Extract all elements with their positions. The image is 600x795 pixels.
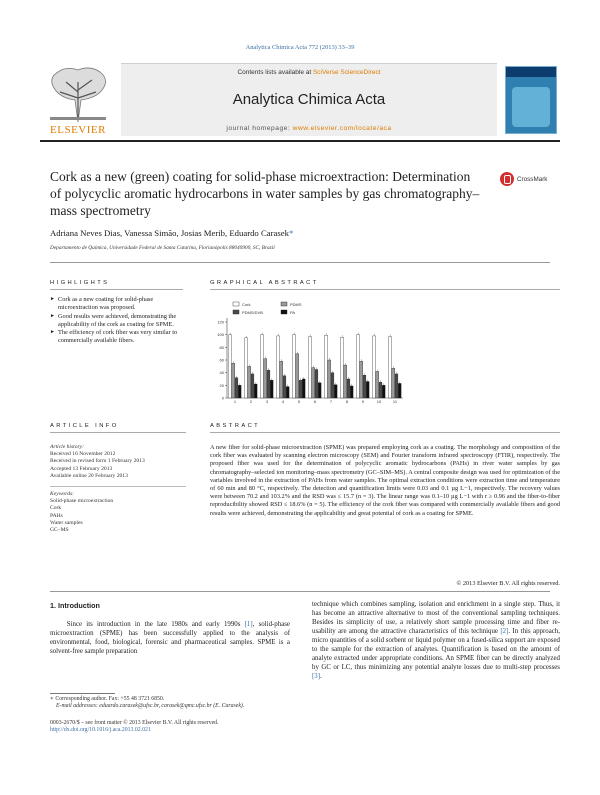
affiliation-divider — [50, 262, 550, 263]
y-tick-label: 60 — [219, 357, 224, 363]
authors-text: Adriana Neves Dias, Vanessa Simão, Josias Merib, Eduardo Carasek — [50, 228, 289, 238]
footnote-rule — [50, 693, 115, 694]
history-entry: Received in revised form 1 February 2013 — [50, 458, 145, 465]
bar-pa — [286, 387, 289, 398]
bar-pdms-dvb — [331, 373, 334, 398]
x-tick-label: 2 — [249, 399, 253, 404]
article-info-heading: ARTICLE INFO — [50, 423, 119, 429]
bar-pa — [350, 386, 353, 398]
citation-link[interactable]: [2] — [500, 628, 509, 635]
legend-swatch — [233, 302, 239, 306]
bar-pa — [270, 380, 273, 398]
bar-cork — [389, 337, 392, 398]
introduction-heading: 1. Introduction — [50, 601, 100, 610]
footnotes — [50, 696, 300, 710]
x-tick-label: 4 — [281, 399, 285, 404]
bar-pa — [302, 379, 305, 398]
bar-chart — [207, 296, 407, 404]
corresponding-author-mark[interactable]: * — [288, 228, 294, 238]
highlights-rule — [50, 289, 183, 290]
bar-cork — [293, 335, 296, 398]
keywords-label: Keywords: — [50, 491, 75, 498]
corresponding-author-note: ∗ Corresponding author. Fax: +55 48 3721 6850. — [50, 696, 165, 702]
contents-prefix: Contents lists available at — [237, 69, 313, 76]
keyword: PAHs — [50, 512, 63, 519]
issn-block — [50, 720, 350, 735]
x-tick-label: 9 — [361, 399, 365, 404]
x-tick-label: 6 — [313, 399, 317, 404]
bar-pa — [366, 382, 369, 398]
history-entry: Accepted 13 February 2013 — [50, 465, 113, 472]
legend-label: PDMS/DVB — [242, 310, 263, 315]
crossmark-label: CrossMark — [517, 175, 548, 183]
bar-cork — [373, 336, 376, 398]
bar-cork — [325, 335, 328, 398]
article-info-rule — [50, 432, 186, 433]
history-entry: Available online 20 February 2013 — [50, 472, 128, 479]
history-entry: Received 16 November 2012 — [50, 451, 116, 458]
cover-art — [512, 87, 550, 127]
highlights-heading: HIGHLIGHTS — [50, 280, 110, 286]
bar-pdms — [232, 363, 235, 398]
bar-pdms-dvb — [299, 380, 302, 398]
bar-pdms — [344, 365, 347, 398]
bar-pdms-dvb — [395, 374, 398, 398]
graphical-abstract-rule — [210, 289, 560, 290]
bar-pdms-dvb — [379, 382, 382, 398]
contents-line — [121, 69, 497, 76]
info-divider — [50, 486, 186, 487]
y-tick-label: 120 — [217, 319, 224, 325]
bar-cork — [277, 336, 280, 398]
bar-pdms-dvb — [363, 375, 366, 398]
doi-link[interactable]: http://dx.doi.org/10.1016/j.aca.2013.02.021 — [50, 727, 151, 734]
issn-line: 0003-2670/$ – see front matter © 2013 Elsevier B.V. All rights reserved. — [50, 720, 219, 726]
bar-pdms-dvb — [267, 370, 270, 398]
bar-pdms-dvb — [315, 370, 318, 399]
keyword: Cork — [50, 505, 62, 512]
legend-swatch — [281, 310, 287, 314]
homepage-prefix: journal homepage: — [226, 125, 293, 132]
y-tick-label: 80 — [219, 344, 224, 350]
x-tick-label: 11 — [392, 399, 398, 404]
journal-cover-thumbnail — [505, 66, 557, 134]
y-tick-label: 100 — [217, 332, 224, 338]
legend-swatch — [233, 310, 239, 314]
bar-pa — [382, 385, 385, 398]
x-tick-label: 7 — [329, 399, 333, 404]
highlight-item: ► Cork as a new coating for solid-phase microextraction was proposed. — [50, 296, 183, 312]
journal-title: Analytica Chimica Acta — [232, 91, 386, 108]
keyword: GC–MS — [50, 527, 69, 534]
bar-pdms — [248, 366, 251, 398]
article-info — [50, 444, 186, 534]
publisher-logo-text: ELSEVIER — [50, 124, 106, 136]
crossmark-icon — [500, 172, 514, 186]
bar-pdms — [264, 359, 267, 398]
abstract-text: A new fiber for solid-phase microextraction (SPME) was prepared employing cork as a coating. The morphology and composition of the cork fiber was evaluated by scanning electron microscopy (SEM) and Fourier transform infrared spectroscopy (FTIR), respectively. The proposed fiber was used for the determination of polycyclic aromatic hydrocarbons (PAHs) in river water samples by gas chromatography–selected ion monitoring–mass spectrometry (GC–SIM–MS). A central composite design was used for optimization of the variables involved in the extraction of PAHs from water samples. The optimal extraction conditions were extraction time and temperature of 60 min and 80 °C, respectively. The detection and quantification limits were 0.03 and 0.1 µg L−1, respectively. The recovery values were between 70.2 and 103.2% and the RSD was ≤ 15.7 (n = 3). The linear range was 0.1–10 µg L−1 with r ≥ 0.96 and the fiber-to-fiber reproducibility showed RSD ≤ 18.6% (n = 5). The efficiency of the cork fiber was compared with commercially available fibers and good results were achieved, demonstrating the applicability and great potential of cork as a coating for SPME. — [210, 444, 560, 517]
intro-text: . — [320, 673, 322, 680]
legend-label: PDMS — [290, 302, 302, 307]
graphical-abstract-chart — [207, 296, 407, 404]
x-tick-label: 1 — [233, 399, 237, 404]
keyword: Water samples — [50, 519, 83, 526]
intro-right-column — [312, 600, 560, 681]
running-head[interactable]: Analytica Chimica Acta 772 (2013) 33–39 — [245, 44, 355, 51]
bar-pdms — [360, 361, 363, 398]
crossmark-badge[interactable] — [500, 170, 560, 188]
sciencedirect-link[interactable]: SciVerse ScienceDirect — [312, 69, 381, 76]
bar-cork — [341, 337, 344, 398]
bar-cork — [261, 335, 264, 398]
bar-cork — [309, 337, 312, 398]
article-title: Cork as a new (green) coating for solid-phase microextraction: Determination of polycyclic aromatic hydrocarbons in water samples by gas chromatography–mass spectrometry — [50, 169, 480, 218]
intro-text: , solid-phase microextraction (SPME) has been successfully applied to the analysis of environmental, food, biological, forensic and pharmaceutical samples. SPME is a solvent-free sample preparation — [50, 621, 290, 655]
bar-pa — [334, 385, 337, 398]
highlight-item: ► Good results were achieved, demonstrating the applicability of the cork as coating for SPME. — [50, 313, 183, 329]
cover-band — [506, 67, 556, 77]
intro-left-column — [50, 620, 290, 656]
bar-pdms — [312, 368, 315, 398]
bar-cork — [229, 335, 232, 398]
bar-pdms-dvb — [283, 376, 286, 398]
legend-swatch — [281, 302, 287, 306]
bar-pa — [238, 385, 241, 398]
y-tick-label: 40 — [219, 370, 224, 376]
x-tick-label: 10 — [376, 399, 382, 404]
bar-pdms-dvb — [251, 374, 254, 398]
highlights-list — [50, 296, 183, 346]
history-label: Article history: — [50, 444, 85, 450]
abstract-heading: ABSTRACT — [210, 423, 261, 429]
bar-pdms-dvb — [347, 379, 350, 398]
bar-pdms-dvb — [235, 378, 238, 398]
journal-homepage — [121, 125, 497, 132]
bar-pdms — [296, 354, 299, 398]
keyword: Solid-phase microextraction — [50, 498, 114, 505]
bar-cork — [357, 335, 360, 398]
intro-text: technique which combines sampling, isolation and enrichment in a single step. Thus, it has become an attractive alternative to most of the conventional sampling techniques. Besides its simplicity of use, a relatively short sample processing time and fiber re-usability are among the attractive characteristics of this technique — [312, 601, 560, 635]
bar-pdms — [376, 371, 379, 398]
copyright: © 2013 Elsevier B.V. All rights reserved. — [456, 580, 560, 587]
email-note[interactable]: E-mail addresses: eduardo.carasek@ufsc.br, carasek@qmc.ufsc.br (E. Carasek). — [56, 703, 245, 710]
legend-label: PA — [290, 310, 296, 315]
x-tick-label: 3 — [265, 399, 269, 404]
y-tick-label: 0 — [221, 395, 224, 401]
homepage-link[interactable]: www.elsevier.com/locate/aca — [292, 125, 392, 132]
intro-text: . In this approach, micro quantities of a solid sorbent or liquid polymer on a fused-silica support are exposed to the sample for the extraction of analytes. Quantification is based on the amount of analyte extracted under appropriate conditions. An SPME fiber can be directly analyzed by GC or LC, thus minimizing any potential analyte losses due to multi-step processes — [312, 628, 560, 671]
graphical-abstract-heading: GRAPHICAL ABSTRACT — [210, 280, 319, 286]
legend-label: Cork — [242, 302, 251, 307]
bar-pa — [398, 383, 401, 398]
intro-text: Since its introduction in the late 1980s and early 1990s — [66, 621, 245, 628]
highlight-item: ► The efficiency of cork fiber was very similar to commercially available fibers. — [50, 329, 183, 345]
abstract-divider — [50, 591, 550, 592]
x-tick-label: 5 — [297, 399, 301, 404]
bar-pa — [254, 384, 257, 398]
citation-link[interactable]: [3] — [312, 673, 321, 680]
y-tick-label: 20 — [219, 382, 224, 388]
author-list — [50, 228, 550, 238]
x-tick-label: 8 — [345, 399, 349, 404]
abstract-rule — [210, 432, 560, 433]
bar-pa — [318, 383, 321, 398]
citation-link[interactable]: [1] — [244, 621, 253, 628]
header-divider — [40, 140, 560, 142]
affiliation: Departamento de Química, Universidade Federal de Santa Catarina, Florianópolis 88040900, SC, Brazil — [50, 245, 275, 251]
bar-cork — [245, 338, 248, 398]
bar-pdms — [392, 368, 395, 398]
bar-pdms — [280, 361, 283, 398]
bar-pdms — [328, 360, 331, 398]
